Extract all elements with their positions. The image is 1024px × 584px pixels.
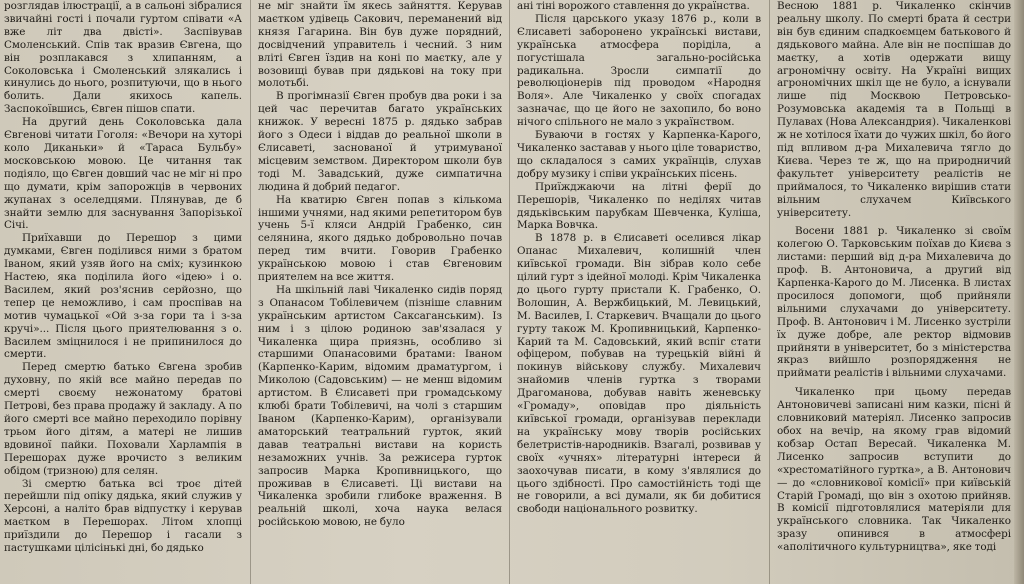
article-paragraph: Буваючи в гостях у Карпенка-Карого, Чикаленко заставав у нього цілe товариство, що складалося з самих українців, слухав добру музику і співи українських пісень. xyxy=(517,129,761,180)
article-paragraph: ані тіні ворожого ставлення до українства. xyxy=(517,0,750,12)
article-paragraph: розглядав ілюстрації, а в сальоні зібралися звичайні гості і почали гуртом співати «А вже літ два двісті». Заспівував Смоленський. Спів так вразив Євгена, що він розплакався з хлипанням, а Соколовська і Смоленський злякались і кинулись до нього, розпитуючи, що в нього болить. Дали якихось капель. Заспокоївшись, Євген пішов спати. xyxy=(4,0,242,116)
article-paragraph: Приїжджаючи на літні ферії до Перешорів, Чикаленко по неділях читав дядьківським парубкам Шевченка, Куліша, Марка Вовчка. xyxy=(517,180,761,232)
article-paragraph: В прогімназії Євген пробув два роки і за цей час перечитав багато українських книжок. У вересні 1875 р. дядько забрав його з Одеси і віддав до реальної школи в Єлисаветі, заснованої й утримуваної місцевим земством. Директором школи був тоді М. Завадський, дуже симпатична людина й добрий педагог. xyxy=(258,90,502,193)
column-divider xyxy=(509,0,510,584)
article-paragraph: На другий день Соколовська дала Євгенові читати Гоголя: «Вечори на хуторі коло Диканьки» й «Тараса Бульбу» московською мовою. Це читання так подіяло, що Євген довший час не міг ні про що думати, крім запорожців в червоних жупанах з оселедцями. Плянував, де б знайти землю для заснування Запорізької Січі. xyxy=(4,116,242,232)
article-paragraph: Приїхавши до Перешор з цими думками, Євген поділився ними з братом Іваном, який узяв його на сміх; кузинкою Настею, яка поділила його «ідею» і о. Василем, який роз'яснив серйозно, що тепер це неможливо, і сам проспівав на мотив чумацької «Ой з-за гори та і з-за кручі»... Після цього приятелювання з о. Василем зміцнилося і не припинилося до смерти. xyxy=(4,232,242,361)
article-paragraph: Перед смертю батько Євгена зробив духовну, по якій все майно передав по смерті своєму нежонатому братові Петрові, без права продажу й закладу. А по його смерті все майно переходило порівну трьом його дітям, а матері не лишив вдовиної пайки. Поховали Харлампія в Перешорах дуже врочисто з великим обідом (тризною) для селян. xyxy=(4,361,242,477)
text-column-3 xyxy=(517,0,761,584)
article-paragraph: не міг знайти їм якесь зайняття. Керував маєтком удівець Сакович, переманений від князя Гагарина. Він був дуже порядний, досвідчений управитель і чесний. З ним вліті Євген їздив на коні по маєтку, але у возовищі бував при дядькові на току при молотьбі. xyxy=(258,0,502,90)
article-paragraph: Зі смертю батька всі троє дітей перейшли під опіку дядька, який служив у Херсоні, а наліто брав відпустку і керував маєтком в Перешорах. Літом хлопці приїздили до Перешор і гасали з пастушками цілісінькі дні, бо дядько xyxy=(4,477,242,555)
article-paragraph: Чикаленко при цьому передав Антоновичеві записані ним казки, пісні й словниковий матеріял. Лисенко запросив обох на вечір, на якому грав відомий кобзар Остап Вересай. Чикаленка М. Лисенко запросив вступити до «хрестоматійного гуртка», а В. Антонович — до «словникової комісії» при київській Старій Громаді, що він з охотою прийняв. В комісії підготовлялися матеріяли для українського словника. Так Чикаленко зразу опинився в атмосфері «аполітичного культурництва», яке тоді xyxy=(777,386,1011,554)
article-paragraph: Восени 1881 р. Чикаленко зі своїм колегою О. Тарковським поїхав до Києва з листами: перший від д-ра Михалевича до проф. В. Антоновича, а другий від Карпенка-Карого до М. Лисенка. В листах просилося допомоги, щоб прийняли вільними слухачами до університету. Проф. В. Антонович і М. Лисенко зустріли їх дуже добре, але ректор відмовив прийняти в університет, бо з міністерства якраз вийшло розпорядження не приймати реалістів і вільними слухачами. xyxy=(777,225,1011,380)
article-paragraph: Після царського указу 1876 р., коли в Єлисаветі заборонено українські вистави, українська атмосфера поріділа, а погустішала загально-російська радикальна. Зросли симпатії до революціонерів під проводом «Народня Воля». Але Чикаленко у своїх спогадах зазначає, що це його не захопило, бо воно нічого спільного не мало з українством. xyxy=(517,12,761,129)
page-binding-edge xyxy=(1014,0,1024,584)
article-paragraph: На кватирю Євген попав з кількома іншими учнями, над якими репетитором був учень 5-ї кляси Андрій Грабенко, син селянина, якого дядько добровольно почав перед тим вчити. Говорив Грабенко українською мовою і став Євгеновим приятелем на все життя. xyxy=(258,193,502,284)
text-column-2 xyxy=(258,0,502,584)
article-paragraph: Весною 1881 р. Чикаленко скінчив реальну школу. По смерті брата й сестри він був єдиним спадкоємцем батькового й дядькового майна. Але він не поспішав до маєтку, а хотів одержати вищу агрономічну освіту. На Україні вищих агрономічних шкіл ще не було, а існували лише під Москвою Петровсько-Розумовська академія та в Польщі в Пулавах (Нова Александрия). Чикаленкові ж не хотілося їхати до чужих шкіл, бо його під впливом д-ра Михалевича тягло до Києва. Через те ж, що на природничий факультет університету реалістів не приймалося, то Чикаленко вирішив стати вільним слухачем Київського університету. xyxy=(777,0,1011,219)
column-divider xyxy=(769,0,770,584)
column-divider xyxy=(250,0,251,584)
text-column-4 xyxy=(777,0,1011,584)
text-column-1 xyxy=(4,0,242,584)
article-paragraph: На шкільній лаві Чикаленко сидів поряд з Опанасом Тобілевичем (пізніше славним українським артистом Саксаганським). Із ним і з цілою родиною зав'язалася у Чикаленка щира приязнь, особливо зі старшими Опанасовими братами: Іваном (Карпенко-Карим, відомим драматургом, і Миколою (Садовським) — не менш відомим артистом. В Єлисаветі при громадському клюбі брати Тобілевичі, на чолі з старшим Іваном (Карпенко-Карим), організували аматорський театральний гурток, який давав театральні вистави на користь незаможних учнів. За режисера гурток запросив Марка Кропивницького, що проживав в Єлисаветі. Ці вистави на Чикаленка зробили глибоке враження. В реальній школі, хоча наука велася російською мовою, не було xyxy=(258,283,502,529)
article-paragraph: В 1878 р. в Єлисаветі оселився лікар Опанас Михалевич, колишній член київської громади. Він зібрав коло себе цілий гурт з ідейної молоді. Крім Чикаленка до цього гурту пристали К. Грабенко, О. Волошин, А. Вержбицький, М. Левицький, М. Василев, І. Старкевич. Вчащали до цього гурту також М. Кропивницький, Карпенко-Карий та М. Садовський, який вспіг стати офіцером, побував на турецькій війні й покинув військову службу. Михалевич знайомив членів гуртка з творами Драгоманова, добував навіть женевську «Громаду», оповідав про діяльність київської громади, організував переклади на українську мову творів російських белетристів-народників. Взагалі, розвивав у своїх «учнях» літературні інтереси й заохочував писати, в кому з'являлися до цього здібності. Про самостійність тоді ще не говорили, а всі думали, як би добитися свободи національного розвитку. xyxy=(517,232,761,516)
